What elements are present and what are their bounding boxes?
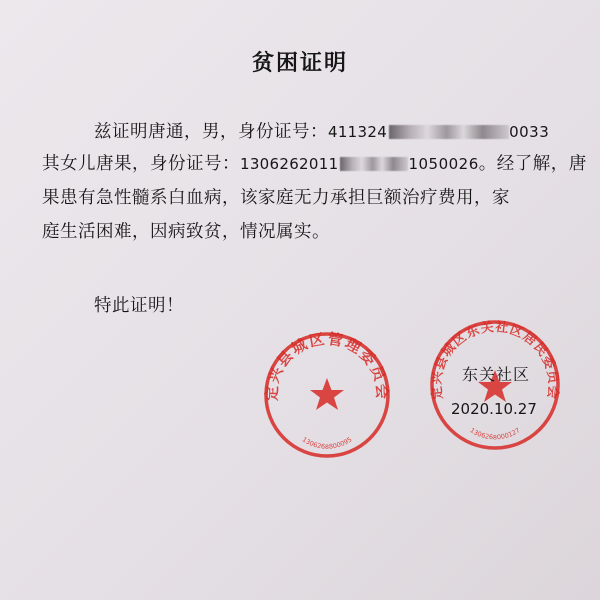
daughter-id-number: 1306262011 <box>240 155 339 173</box>
body-line-1 <box>94 118 549 143</box>
seal-ring-text: 定兴县城区东关社区居民委员会 <box>429 319 561 401</box>
closing-text: 特此证明！ <box>94 296 184 316</box>
signature-organization: 东关社区 <box>462 365 531 384</box>
father-id-tail: 0033 <box>509 123 550 141</box>
daughter-id-tail: 1050026 <box>408 155 479 173</box>
body-line-2 <box>42 150 587 175</box>
document-title: 贫困证明 <box>251 50 348 76</box>
line1-text: 兹证明唐通，男，身份证号： <box>94 122 328 142</box>
redaction-mark <box>340 157 408 171</box>
left-official-seal <box>262 330 392 460</box>
redaction-mark <box>389 125 509 139</box>
body-line-4: 庭生活困难，因病致贫，情况属实。 <box>42 222 330 242</box>
body-line-3: 果患有急性髓系白血病，该家庭无力承担巨额治疗费用，家 <box>42 188 510 208</box>
seal-code: 1306268800095 <box>300 435 354 451</box>
line2-text: 其女儿唐果，身份证号： <box>42 154 240 174</box>
seal-code: 1306268000127 <box>468 426 522 442</box>
line2-suffix: 。经了解，唐 <box>478 154 587 174</box>
star-icon <box>310 378 344 410</box>
signature-date: 2020.10.27 <box>451 400 537 418</box>
father-id-number: 411324 <box>328 123 388 141</box>
right-official-seal <box>428 318 562 452</box>
seal-ring-text: 定兴县城区管理委员会 <box>262 330 392 402</box>
